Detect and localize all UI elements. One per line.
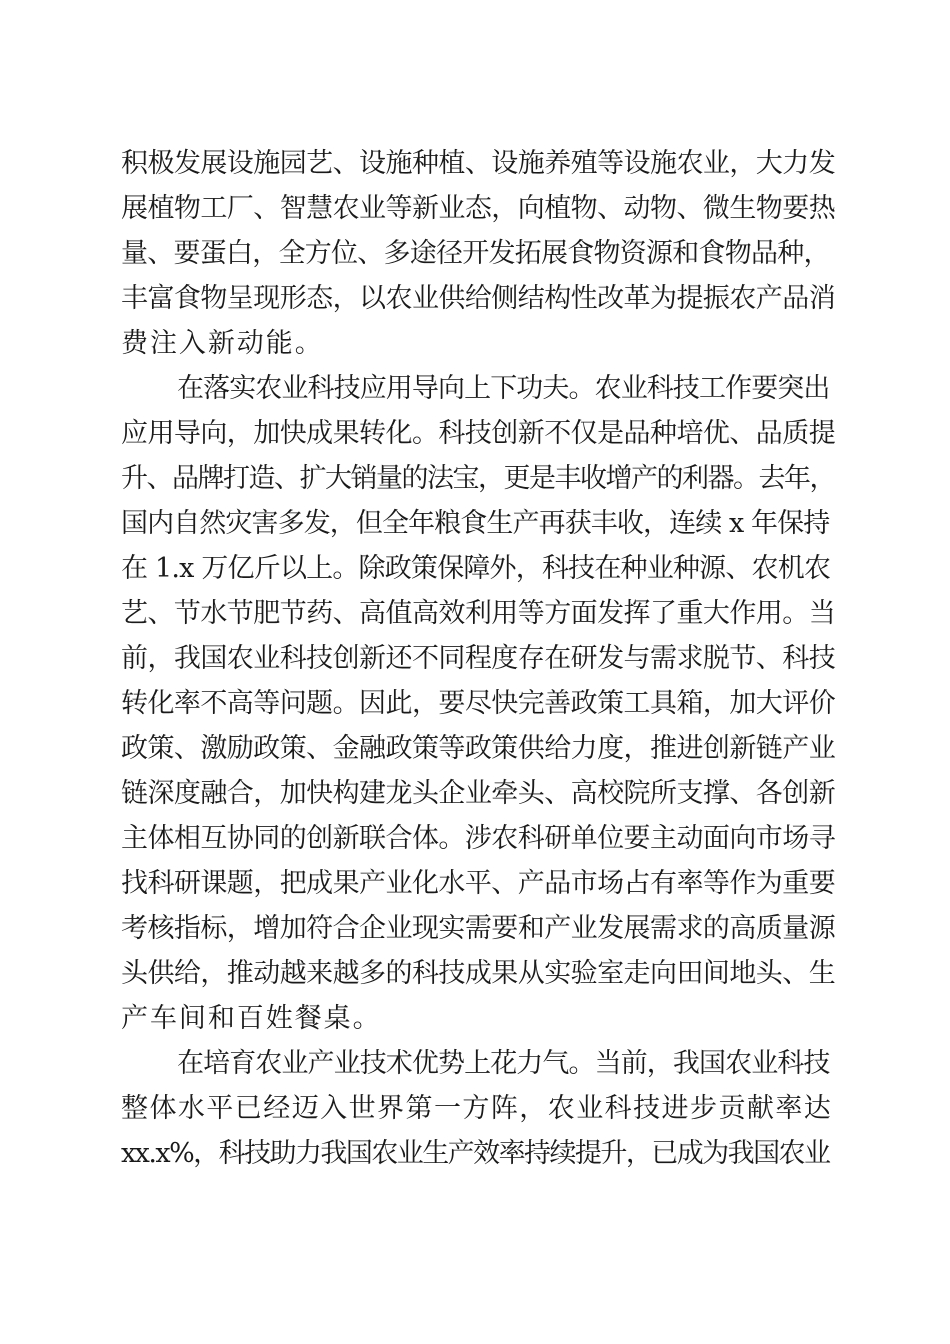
text-line-content: 在落实农业科技应用导向上下功夫。农业科技工作要突出 xyxy=(177,373,830,404)
text-line-content: xx.x%，科技助力我国农业生产效率持续提升，已成为我国农业 xyxy=(121,1138,830,1169)
text-line-content: 国内自然灾害多发，但全年粮食生产再获丰收，连续 x 年保持 xyxy=(121,508,830,539)
text-line xyxy=(0,547,950,591)
text-line xyxy=(0,232,950,276)
text-line-content: 展植物工厂、智慧农业等新业态，向植物、动物、微生物要热 xyxy=(121,193,836,224)
text-line-content: 艺、节水节肥节药、高值高效利用等方面发挥了重大作用。当 xyxy=(121,598,836,629)
text-line-content: 链深度融合，加快构建龙头企业牵头、高校院所支撑、各创新 xyxy=(121,778,836,809)
text-line-content: 转化率不高等问题。因此，要尽快完善政策工具箱，加大评价 xyxy=(121,688,836,719)
text-line xyxy=(0,277,950,321)
text-line-content: 主体相互协同的创新联合体。涉农科研单位要主动面向市场寻 xyxy=(121,823,836,854)
text-line xyxy=(0,637,950,681)
text-line-content: 政策、激励政策、金融政策等政策供给力度，推进创新链产业 xyxy=(121,733,836,764)
text-line xyxy=(0,727,950,771)
text-line-content: 丰富食物呈现形态，以农业供给侧结构性改革为提振农产品消 xyxy=(121,283,836,314)
text-line xyxy=(0,322,950,366)
text-line xyxy=(0,682,950,726)
text-line-content: 升、品牌打造、扩大销量的法宝，更是丰收增产的利器。去年， xyxy=(121,463,835,494)
text-line-content: 头供给，推动越来越多的科技成果从实验室走向田间地头、生 xyxy=(121,958,836,989)
text-line xyxy=(0,187,950,231)
text-line xyxy=(0,1132,950,1176)
text-line xyxy=(0,817,950,861)
text-line-content: 前，我国农业科技创新还不同程度存在研发与需求脱节、科技 xyxy=(121,643,836,674)
text-line-content: 积极发展设施园艺、设施种植、设施养殖等设施农业，大力发 xyxy=(121,148,836,179)
text-line-content: 找科研课题，把成果产业化水平、产品市场占有率等作为重要 xyxy=(121,868,836,899)
text-line xyxy=(0,592,950,636)
text-line xyxy=(0,412,950,456)
text-line xyxy=(0,1042,950,1086)
text-line-content: 产车间和百姓餐桌。 xyxy=(121,1003,382,1034)
text-line xyxy=(0,772,950,816)
text-line xyxy=(0,952,950,996)
text-line xyxy=(0,142,950,186)
text-line-content: 考核指标，增加符合企业现实需要和产业发展需求的高质量源 xyxy=(121,913,836,944)
text-line-content: 整体水平已经迈入世界第一方阵，农业科技进步贡献率达 xyxy=(121,1093,833,1124)
text-line xyxy=(0,502,950,546)
text-line xyxy=(0,367,950,411)
text-line xyxy=(0,1087,950,1131)
text-line xyxy=(0,907,950,951)
text-line xyxy=(0,862,950,906)
text-line-content: 费注入新动能。 xyxy=(121,328,324,359)
text-line-content: 在 1.x 万亿斤以上。除政策保障外，科技在种业种源、农机农 xyxy=(121,553,831,584)
text-line-content: 在培育农业产业技术优势上花力气。当前，我国农业科技 xyxy=(177,1048,830,1079)
text-line-content: 量、要蛋白，全方位、多途径开发拓展食物资源和食物品种， xyxy=(121,238,830,269)
text-line xyxy=(0,457,950,501)
text-line-content: 应用导向，加快成果转化。科技创新不仅是品种培优、品质提 xyxy=(121,418,836,449)
text-line xyxy=(0,997,950,1041)
